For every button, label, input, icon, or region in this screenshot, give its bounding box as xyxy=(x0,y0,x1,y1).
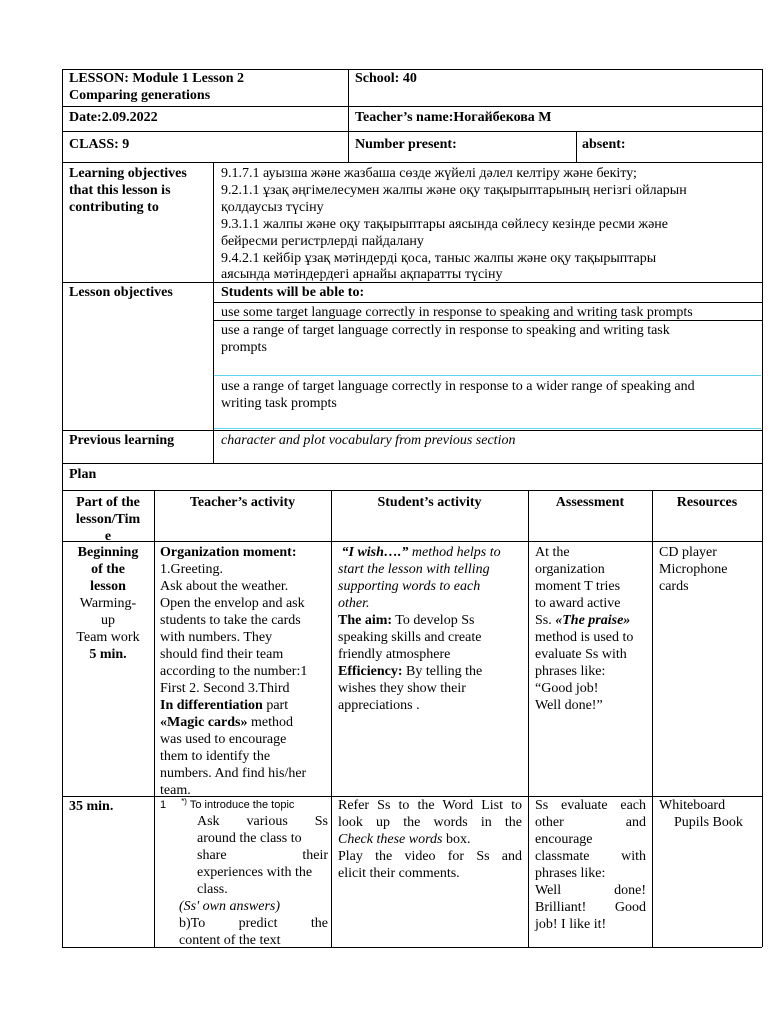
learning-objective-line: 9.4.2.1 кейбір ұзақ мәтіндерді қоса, таныс жалпы және оқу тақырыптары xyxy=(221,251,657,266)
learning-objectives-label: Learning objectives xyxy=(69,166,187,181)
lesson-objectives-label: Lesson objectives xyxy=(69,285,173,300)
learning-objectives-label: contributing to xyxy=(69,200,159,215)
column-header-part: Part of the lesson/Tim e xyxy=(75,495,141,544)
column-header-assessment: Assessment xyxy=(555,495,625,510)
school: School: 40 xyxy=(355,71,417,86)
lesson-label: LESSON: Module 1 Lesson 2 xyxy=(69,71,245,86)
lesson-title: Comparing generations xyxy=(69,88,211,103)
class: CLASS: 9 xyxy=(69,137,130,152)
row1-teacher-activity: Organization moment: 1.Greeting. Ask about the weather. Open the envelop and ask students to take the cards with numbers. They should find their team according to the number:1 First 2. Second 3.Third In differentiation part «Magic cards» method was used to encourage them to identify the numbers. And find his/her team. xyxy=(160,545,308,798)
plan-label: Plan xyxy=(69,467,97,482)
row2-resources: Whiteboard Pupils Book xyxy=(659,798,743,830)
previous-learning-value: character and plot vocabulary from previous section xyxy=(221,433,516,448)
learning-objectives-label: that this lesson is xyxy=(69,183,171,198)
row1-assessment: At the organization moment T tries to award active Ss. «The praise» method is used to evaluate Ss with phrases like: “Good job! Well done!” xyxy=(535,545,634,713)
learning-objective-line: 9.3.1.1 жалпы және оқу тақырыптары аясында сөйлесу кезінде ресми және xyxy=(221,217,669,232)
row1-student-activity: “I wish….” method helps to start the lesson with telling supporting words to each other. The aim: To develop Ss speaking skills and create friendly atmosphere Efficiency: By telling the wishes they show their appreciations . xyxy=(338,545,501,713)
absent: absent: xyxy=(582,137,626,152)
date: Date:2.09.2022 xyxy=(69,110,158,125)
row2-student-activity: Refer Ss to the Word List to look up the words in the Check these words box. Play the video for Ss and elicit their comments. xyxy=(338,798,522,881)
row1-part: Beginning of the lesson Warming- up Team work 5 min. xyxy=(76,545,140,662)
lesson-objective-1: use some target language correctly in response to speaking and writing task prompts xyxy=(221,305,693,320)
column-header-teacher: Teacher’s activity xyxy=(189,495,296,510)
learning-objective-line: 9.2.1.1 ұзақ әңгімелесумен жалпы және оқу тақырыптарының негізгі ойларын xyxy=(221,183,687,198)
lesson-objective-2: use a range of target language correctly in response to speaking and writing task xyxy=(221,323,670,338)
lesson-objective-3: use a range of target language correctly in response to a wider range of speaking and xyxy=(221,379,695,394)
lesson-objectives-heading: Students will be able to: xyxy=(221,285,365,300)
row2-teacher-activity: 1 *) To introduce the topic Ask various Ss around the class to share their experiences with the class. (Ss' own answers) b)To predict the content of the text xyxy=(160,797,328,948)
learning-objective-line: қолдаусыз түсіну xyxy=(221,200,324,215)
lesson-objective-3: writing task prompts xyxy=(221,396,337,411)
row1-resources: CD player Microphone cards xyxy=(659,545,728,594)
learning-objective-line: 9.1.7.1 ауызша және жазбаша сөзде жүйелі дәлел келтіру және бекіту; xyxy=(221,166,637,181)
row2-part: 35 min. xyxy=(69,799,114,814)
previous-learning-label: Previous learning xyxy=(69,433,175,448)
teacher-name: Teacher’s name:Ногайбекова М xyxy=(355,110,552,125)
learning-objective-line: бейресми регистрлерді пайдалану xyxy=(221,234,424,249)
row2-assessment: Ss evaluate each other and encourage classmate with phrases like: Well done! Brilliant! Good job! I like it! xyxy=(535,798,646,932)
column-header-resources: Resources xyxy=(676,495,738,510)
lesson-objective-2: prompts xyxy=(221,340,267,355)
column-header-student: Student’s activity xyxy=(377,495,482,510)
number-present: Number present: xyxy=(355,137,457,152)
learning-objective-line: аясында мәтіндердегі арнайы ақпаратты түсіну xyxy=(221,267,503,282)
